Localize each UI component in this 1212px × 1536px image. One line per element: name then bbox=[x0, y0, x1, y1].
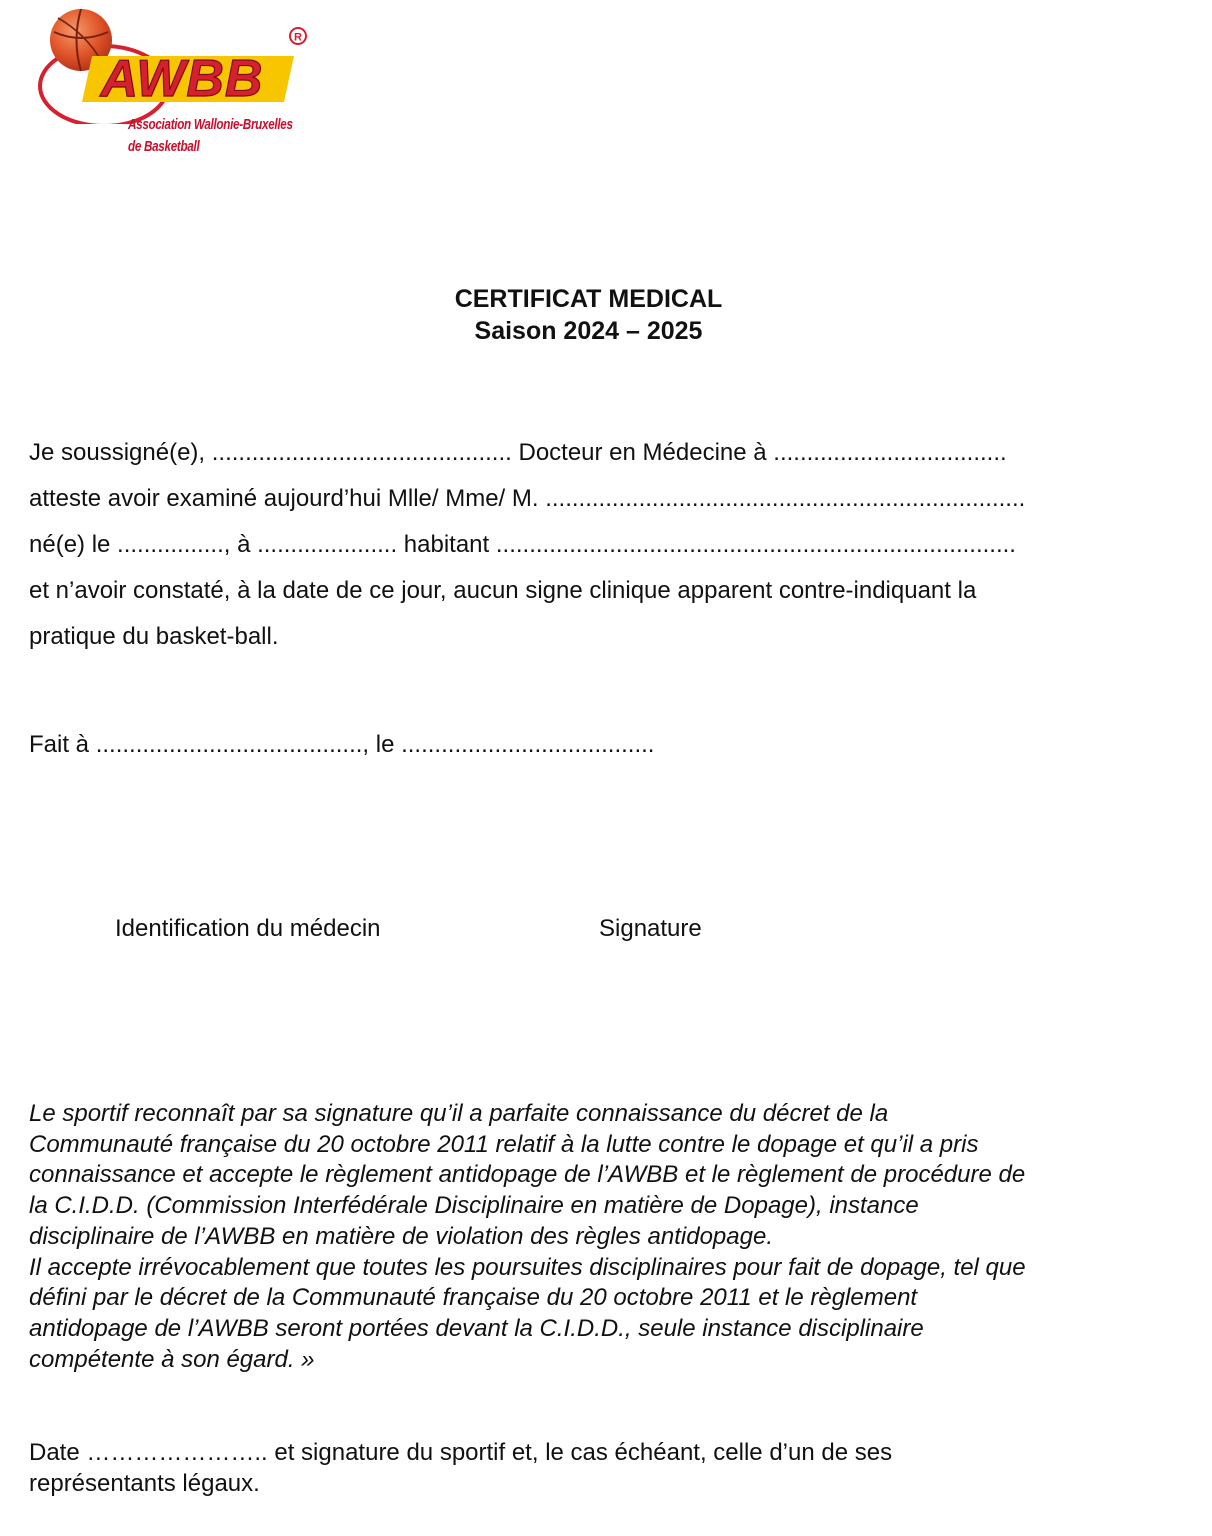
attestation-line-birth: né(e) le ................, à ..................... habitant .............................................................................. bbox=[29, 531, 1016, 558]
antidoping-line: connaissance et accepte le règlement antidopage de l’AWBB et le règlement de procédure de bbox=[29, 1161, 1026, 1189]
signature-label: Signature bbox=[599, 915, 702, 942]
awbb-logo-graphic bbox=[32, 4, 332, 124]
antidoping-line: antidopage de l’AWBB seront portées devant la C.I.D.D., seule instance disciplinaire bbox=[29, 1314, 924, 1342]
place-date-line: Fait à ........................................, le ...................................... bbox=[29, 731, 655, 758]
antidoping-line: disciplinaire de l’AWBB en matière de violation des règles antidopage. bbox=[29, 1222, 773, 1250]
antidoping-line: compétente à son égard. » bbox=[29, 1345, 315, 1373]
logo-association-name: Association Wallonie-Bruxelles bbox=[128, 116, 293, 133]
attestation-line-practice: pratique du basket-ball. bbox=[29, 623, 279, 650]
antidoping-line: Le sportif reconnaît par sa signature qu’il a parfaite connaissance du décret de la bbox=[29, 1100, 889, 1127]
antidoping-line: la C.I.D.D. (Commission Interfédérale Disciplinaire en matière de Dopage), instance bbox=[29, 1192, 919, 1220]
attestation-line-finding: et n’avoir constaté, à la date de ce jour, aucun signe clinique apparent contre-indiquant la bbox=[29, 577, 977, 604]
antidoping-line: Il accepte irrévocablement que toutes les poursuites disciplinaires pour fait de dopage, tel que bbox=[29, 1253, 1026, 1281]
athlete-date-line: Date ………………….. et signature du sportif et, le cas échéant, celle d’un de ses bbox=[29, 1439, 893, 1466]
athlete-representatives-line: représentants légaux. bbox=[29, 1470, 260, 1497]
svg-text:AWBB: AWBB bbox=[100, 50, 264, 108]
antidoping-statement bbox=[29, 1099, 1189, 1375]
svg-text:R: R bbox=[294, 31, 302, 44]
season-label: Saison 2024 – 2025 bbox=[474, 317, 703, 345]
attestation-line-doctor: Je soussigné(e), ............................................. Docteur en Médecine à ................................... bbox=[29, 439, 1007, 466]
document-title: CERTIFICAT MEDICAL bbox=[454, 285, 723, 313]
logo-association-sport: de Basketball bbox=[128, 138, 200, 155]
antidoping-line: défini par le décret de la Communauté française du 20 octobre 2011 et le règlement bbox=[29, 1284, 918, 1312]
athlete-signature-block bbox=[29, 1437, 892, 1499]
awbb-logo bbox=[32, 4, 332, 169]
doctor-identification-label: Identification du médecin bbox=[115, 915, 381, 942]
antidoping-line: Communauté française du 20 octobre 2011 relatif à la lutte contre le dopage et qu’il a pris bbox=[29, 1130, 979, 1158]
attestation-line-patient: atteste avoir examiné aujourd’hui Mlle/ Mme/ M. ........................................................................ bbox=[29, 485, 1026, 512]
